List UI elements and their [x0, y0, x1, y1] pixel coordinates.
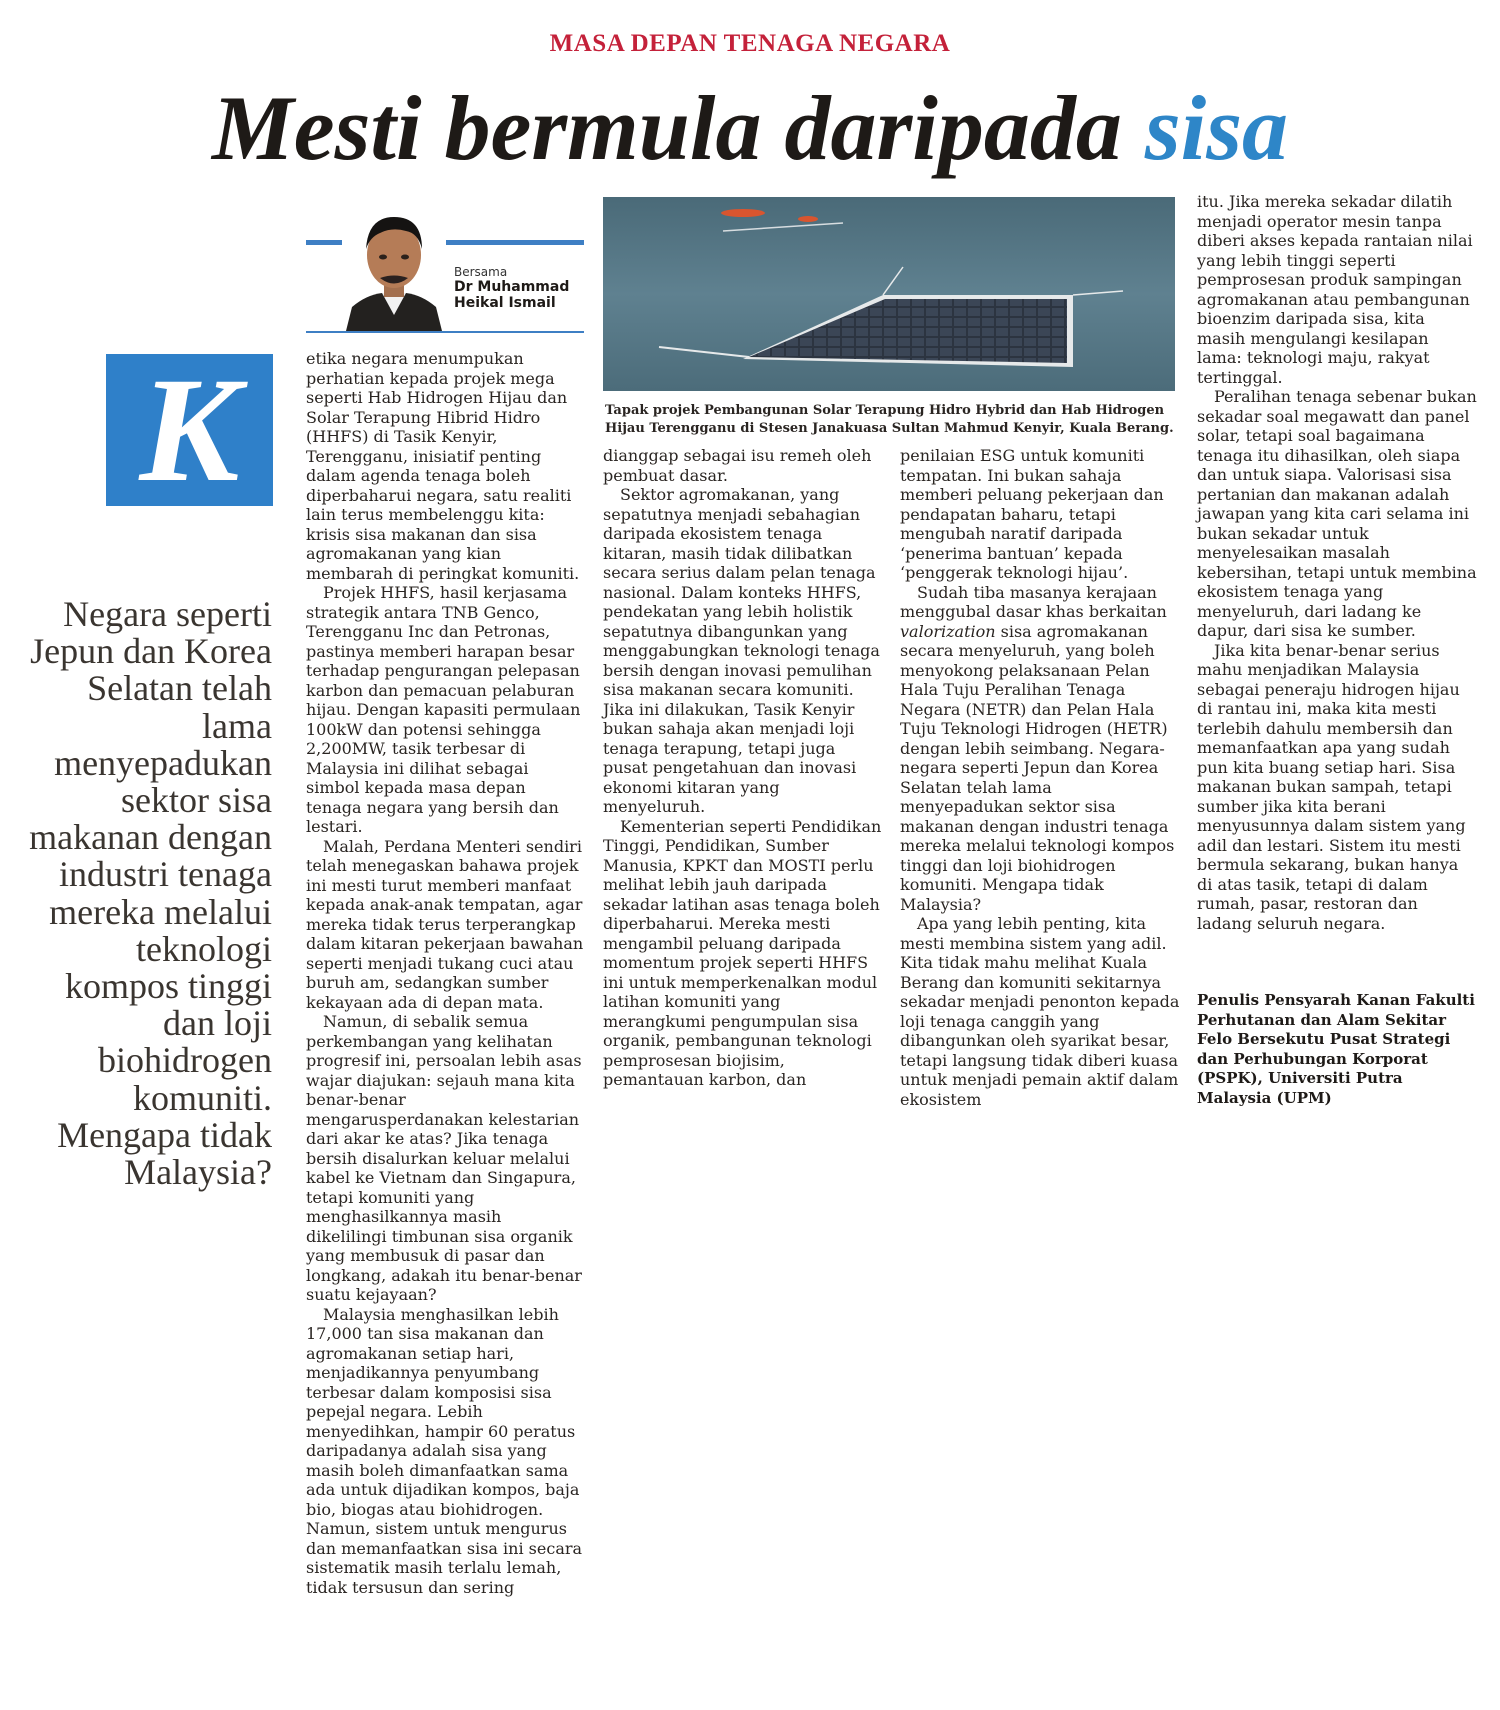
paragraph: Namun, di sebalik semua perkembangan yang kelihatan progresif ini, persoalan lebih asas wajar diajukan: sejauh mana kita benar-benar mengarusperdanakan kelestarian dari akar ke atas? Jika tenaga bersih disalurkan keluar melalui kabel ke Vietnam dan Singapura, tetapi komuniti yang menghasilkannya masih dikelilingi timbunan sisa organik yang membusuk di pasar dan longkang, adakah itu benar-benar suatu kejayaan?: [306, 1012, 582, 1304]
article-column-3: [900, 446, 1180, 1109]
paragraph: Apa yang lebih penting, kita mesti membina sistem yang adil. Kita tidak mahu melihat Kuala Berang dan komuniti sekitarnya sekadar menjadi penonton kepada loji tenaga canggih yang dibangunkan oleh syarikat besar, tetapi langsung tidak diberi kuasa untuk menjadi pemain aktif dalam ekosistem: [900, 914, 1180, 1109]
paragraph: Kementerian seperti Pendidikan Tinggi, Pendidikan, Sumber Manusia, KPKT dan MOSTI perlu melihat lebih jauh daripada sekadar latihan asas tenaga boleh diperbaharui. Mereka mesti mengambil peluang daripada momentum projek seperti HHFS ini untuk memperkenalkan modul latihan komuniti yang merangkumi pengumpulan sisa organik, pembangunan teknologi pemprosesan biojisim, pemantauan karbon, dan: [603, 816, 882, 1089]
paragraph-text: Sudah tiba masanya kerajaan menggubal dasar khas berkaitan: [900, 582, 1167, 621]
paragraph: Malaysia menghasilkan lebih 17,000 tan sisa makanan dan agromakanan setiap hari, menjadikannya penyumbang terbesar dalam komposisi sisa pepejal negara. Lebih menyedihkan, hampir 60 peratus daripadanya adalah sisa yang masih boleh dimanfaatkan sama ada untuk dijadikan kompos, baja bio, biogas atau biohidrogen. Namun, sistem untuk mengurus dan memanfaatkan sisa ini secara sistematik masih terlalu lemah, tidak tersusun dan sering: [306, 1304, 583, 1597]
author-rule-bottom: [306, 331, 584, 333]
paragraph: Peralihan tenaga sebenar bukan sekadar soal megawatt dan panel solar, tetapi soal bagaimana tenaga itu dihasilkan, oleh siapa dan untuk siapa. Valorisasi sisa pertanian dan makanan adalah jawapan yang kita cari selama ini bukan sekadar untuk menyelesaikan masalah kebersihan, tetapi untuk membina ekosistem tenaga yang menyeluruh, dari ladang ke dapur, dari sisa ke sumber.: [1197, 387, 1477, 640]
emphasis-term: valorization: [900, 621, 996, 641]
paragraph: Malah, Perdana Menteri sendiri telah menegaskan bahawa projek ini mesti turut memberi manfaat kepada anak-anak tempatan, agar mereka tidak terus terperangkap dalam kitaran pekerjaan bawahan seperti menjadi tukang cuci atau buruh am, sedangkan sumber kekayaan ada di depan mata.: [306, 836, 584, 1012]
paragraph-text: sisa agromakanan secara menyeluruh, yang boleh menyokong pelaksanaan Pelan Hala Tuju Peralihan Tenaga Negara (NETR) dan Pelan Hala Tuju Teknologi Hidrogen (HETR) dengan lebih seimbang. Negara-negara seperti Jepun dan Korea Selatan telah lama menyepadukan sektor sisa makanan dengan industri tenaga mereka melalui teknologi kompos tinggi dan loji biohidrogen komuniti. Mengapa tidak Malaysia?: [900, 621, 1175, 914]
paragraph: dianggap sebagai isu remeh oleh pembuat dasar.: [603, 446, 872, 485]
author-name-line1: Dr Muhammad: [454, 279, 570, 295]
paragraph: penilaian ESG untuk komuniti tempatan. Ini bukan sahaja memberi peluang pekerjaan dan pendapatan baharu, tetapi mengubah naratif daripada ‘penerima bantuan’ kepada ‘penggerak teknologi hijau’.: [900, 446, 1164, 582]
headline-accent: sisa: [1144, 77, 1289, 179]
headline-main: Mesti bermula daripada: [211, 77, 1145, 179]
author-credit: [454, 265, 569, 311]
paragraph: itu. Jika mereka sekadar dilatih menjadi operator mesin tanpa diberi akses kepada rantaian nilai yang lebih tinggi seperti pemprosesan produk sampingan agromakanan atau pembangunan bioenzim daripada sisa, kita masih mengulangi kesilapan lama: teknologi maju, rakyat tertinggal.: [1197, 192, 1473, 387]
headline: [0, 78, 1500, 178]
paragraph: etika negara menumpukan perhatian kepada projek mega seperti Hab Hidrogen Hijau dan Solar Terapung Hibrid Hidro (HHFS) di Tasik Kenyir, Terengganu, inisiatif penting dalam agenda tenaga boleh diperbaharui negara, satu realiti lain terus membelenggu kita: krisis sisa makanan dan sisa agromakanan yang kian membarah di peringkat komuniti.: [306, 349, 580, 583]
author-name-line2: Heikal Ismail: [454, 295, 556, 311]
paragraph: Projek HHFS, hasil kerjasama strategik antara TNB Genco, Terengganu Inc dan Petronas, pastinya memberi harapan besar terhadap pengurangan pelepasan karbon dan pemacuan pelaburan hijau. Dengan kapasiti permulaan 100kW dan potensi sehingga 2,200MW, tasik terbesar di Malaysia ini dilihat sebagai simbol kepada masa depan tenaga negara yang bersih dan lestari.: [306, 583, 581, 836]
article-photo: [603, 197, 1175, 391]
author-box: [306, 203, 584, 333]
author-photo: [342, 203, 446, 331]
paragraph: [900, 583, 1180, 915]
author-prefix: Bersama: [454, 265, 508, 279]
article-column-2: [603, 446, 883, 1090]
pull-quote: Negara seperti Jepun dan Korea Selatan telah lama menyepadukan sektor sisa makanan dengan industri tenaga mereka melalui teknologi kompos tinggi dan loji biohidrogen komuniti. Mengapa tidak Malaysia?: [29, 594, 272, 1193]
article-column-4: [1197, 192, 1477, 933]
paragraph: Jika kita benar-benar serius mahu menjadikan Malaysia sebagai peneraju hidrogen hijau di rantau ini, maka kita mesti terlebih dahulu membersih dan memanfaatkan apa yang sudah pun kita buang setiap hari. Sisa makanan bukan sampah, tetapi sumber jika kita berani menyusunnya dalam sistem yang adil dan lestari. Sistem itu mesti bermula sekarang, bukan hanya di atas tasik, tetapi di dalam rumah, pasar, restoran dan ladang seluruh negara.: [1197, 640, 1466, 933]
article-column-1: [306, 349, 586, 1597]
author-note: Penulis Pensyarah Kanan Fakulti Perhutanan dan Alam Sekitar Felo Bersekutu Pusat Strategi dan Perhubungan Korporat (PSPK), Universiti Putra Malaysia (UPM): [1197, 991, 1475, 1107]
photo-caption: Tapak projek Pembangunan Solar Terapung Hidro Hybrid dan Hab Hidrogen Hijau Terengganu di Stesen Janakuasa Sultan Mahmud Kenyir, Kuala Berang.: [605, 403, 1174, 436]
dropcap: K: [106, 354, 273, 506]
paragraph: Sektor agromakanan, yang sepatutnya menjadi sebahagian daripada ekosistem tenaga kitaran, masih tidak dilibatkan secara serius dalam pelan tenaga nasional. Dalam konteks HHFS, pendekatan yang lebih holistik sepatutnya dibangunkan yang menggabungkan teknologi tenaga bersih dengan inovasi pemulihan sisa makanan secara komuniti. Jika ini dilakukan, Tasik Kenyir bukan sahaja akan menjadi loji tenaga terapung, tetapi juga pusat pengetahuan dan inovasi ekonomi kitaran yang menyeluruh.: [603, 485, 880, 816]
section-kicker: MASA DEPAN TENAGA NEGARA: [549, 30, 951, 57]
